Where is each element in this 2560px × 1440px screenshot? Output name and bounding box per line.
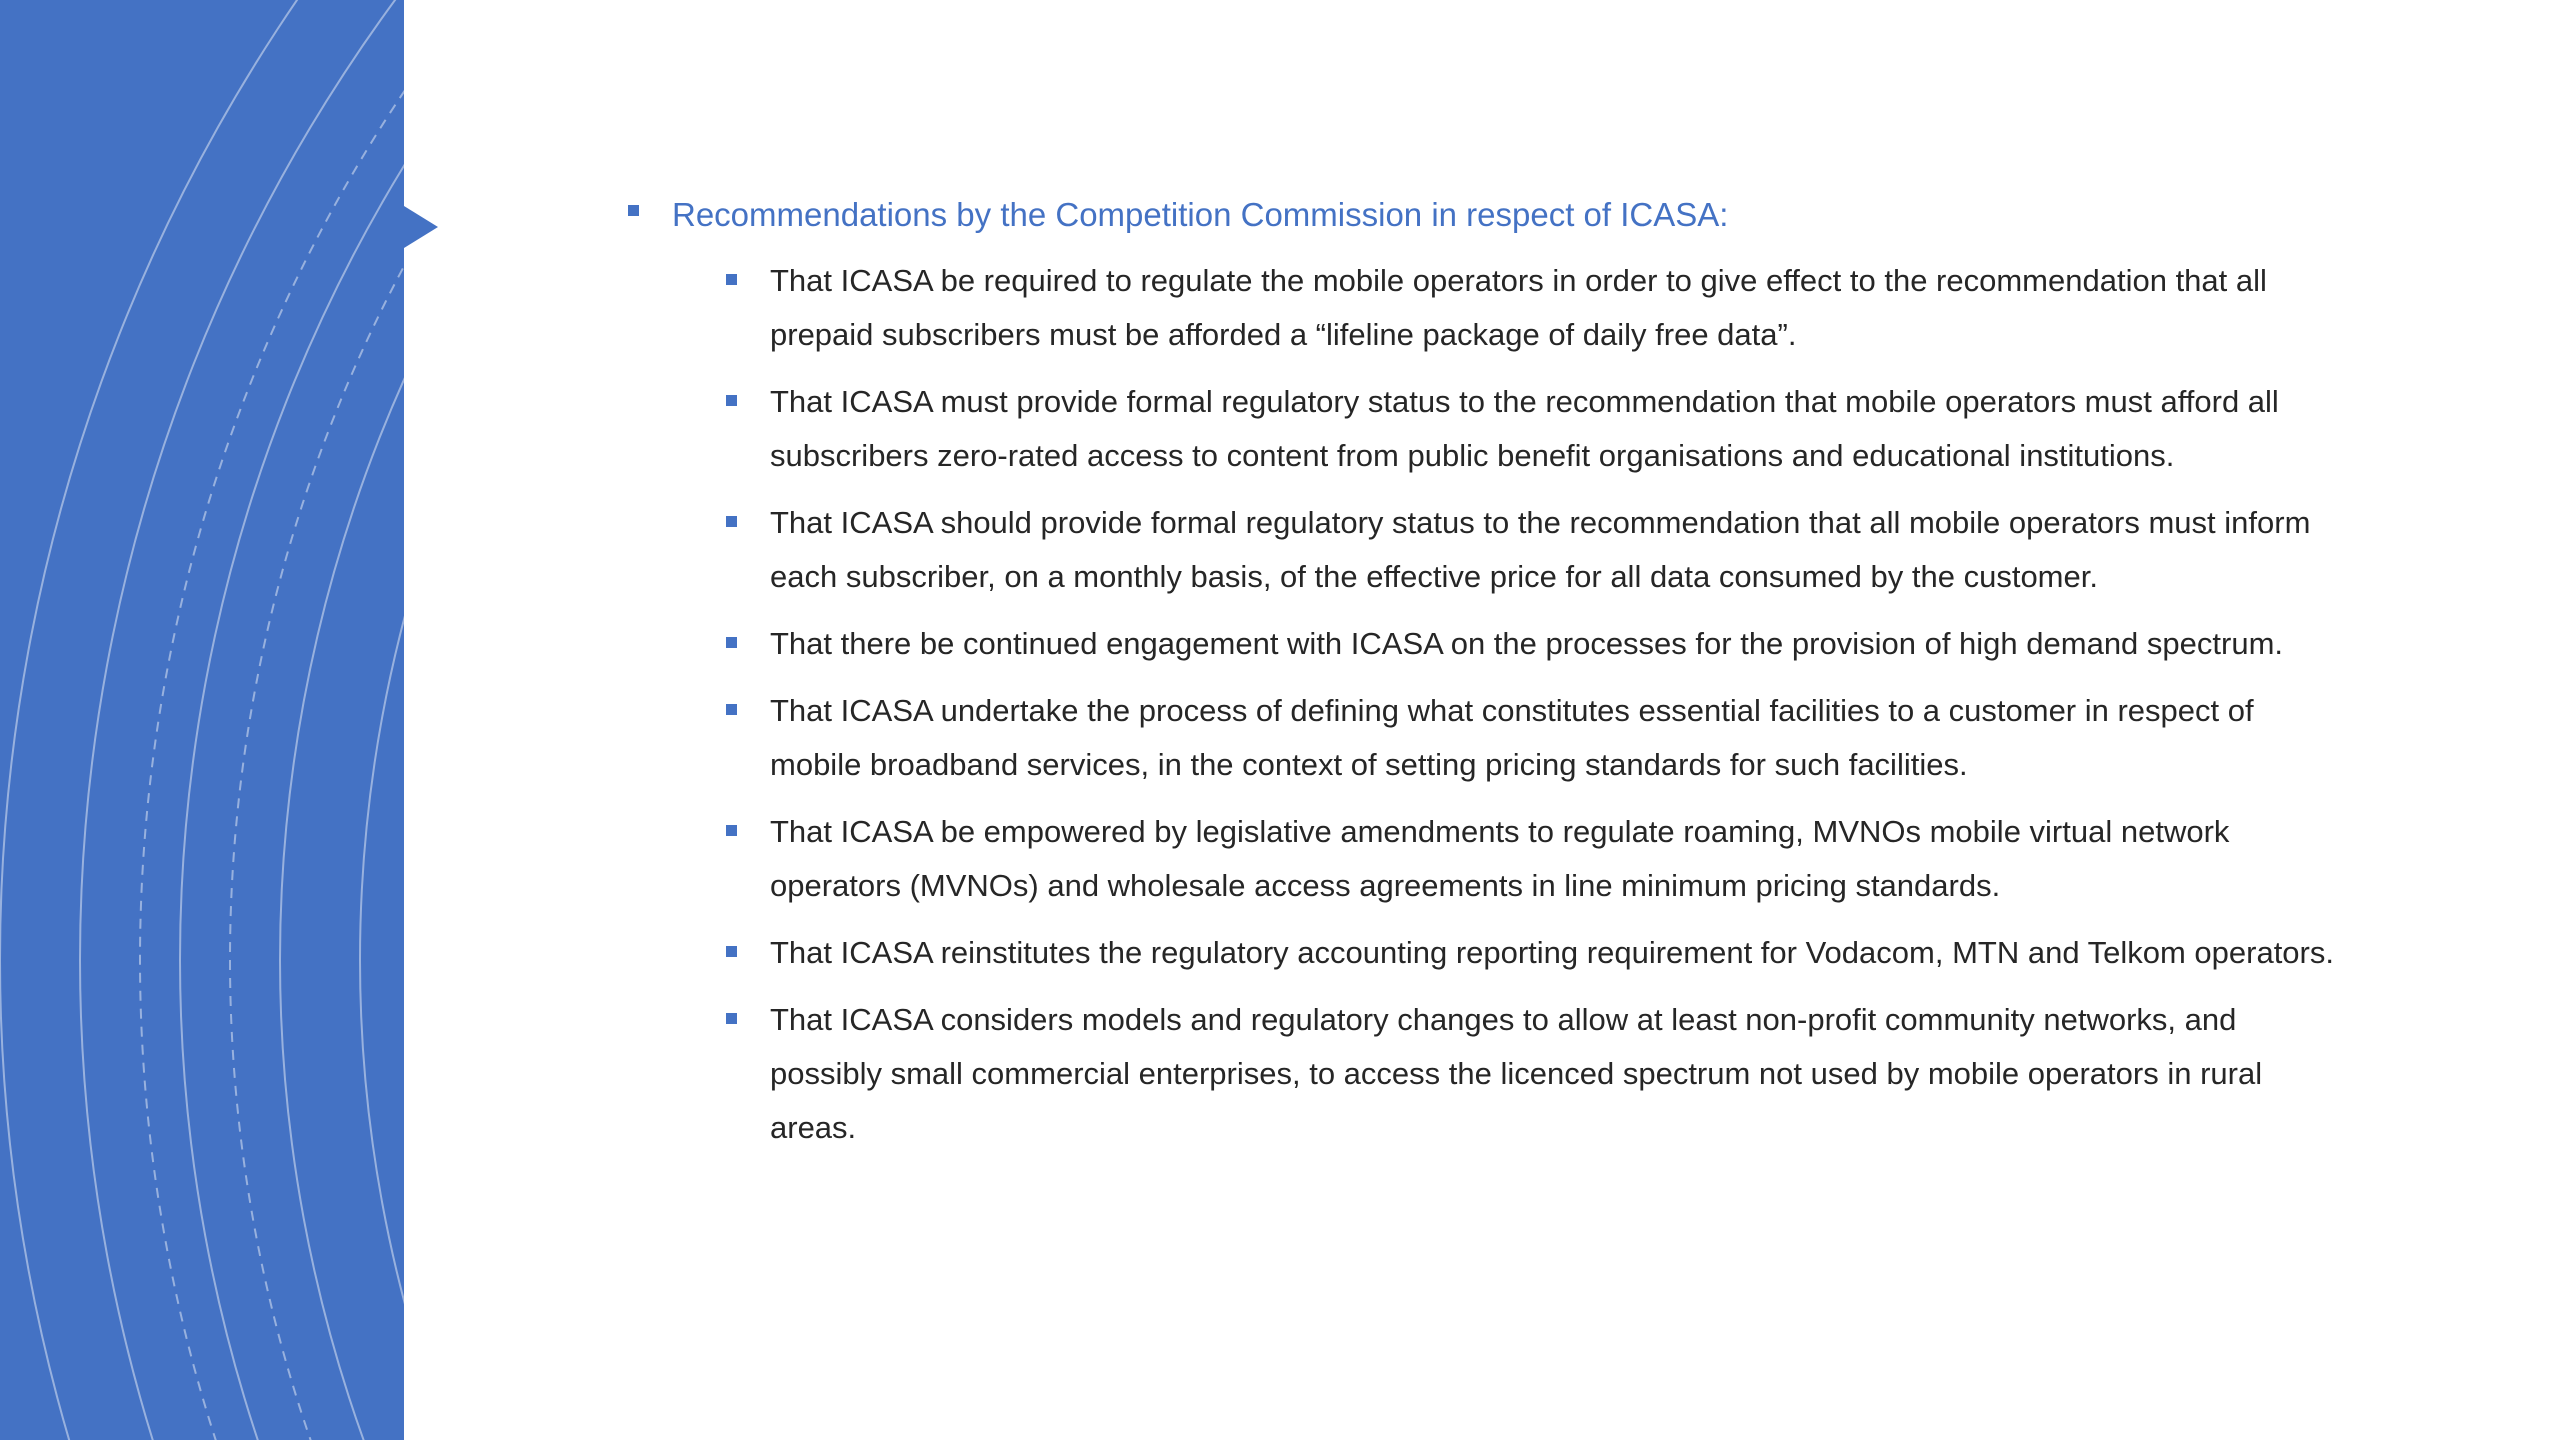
list-item-text: That ICASA must provide formal regulatory status to the recommendation that mobile operators must afford all subscribers zero-rated access to content from public benefit organisations and educational institutions. xyxy=(770,384,2279,473)
list-item xyxy=(628,684,2348,792)
list-item xyxy=(628,993,2348,1155)
list-item-text: That ICASA be required to regulate the mobile operators in order to give effect to the recommendation that all prepaid subscribers must be afforded a “lifeline package of daily free data”. xyxy=(770,263,2267,352)
square-bullet-icon xyxy=(726,395,737,406)
slide-content xyxy=(628,188,2348,1168)
list-item xyxy=(628,496,2348,604)
square-bullet-icon xyxy=(726,1013,737,1024)
slide-heading: Recommendations by the Competition Commission in respect of ICASA: xyxy=(672,196,1729,233)
list-item xyxy=(628,617,2348,671)
square-bullet-icon xyxy=(726,825,737,836)
square-bullet-icon xyxy=(726,637,737,648)
decorative-side-panel xyxy=(0,0,404,1440)
recommendations-list xyxy=(628,254,2348,1155)
list-item-text: That ICASA be empowered by legislative amendments to regulate roaming, MVNOs mobile virtual network operators (MVNOs) and wholesale access agreements in line minimum pricing standards. xyxy=(770,814,2230,903)
decorative-arcs xyxy=(0,0,404,1440)
triangle-pointer-icon xyxy=(404,206,438,248)
list-item xyxy=(628,805,2348,913)
list-item xyxy=(628,926,2348,980)
list-item-text: That ICASA should provide formal regulatory status to the recommendation that all mobile operators must inform each subscriber, on a monthly basis, of the effective price for all data consumed by the customer. xyxy=(770,505,2311,594)
square-bullet-icon xyxy=(628,205,639,216)
list-item-text: That ICASA considers models and regulatory changes to allow at least non-profit community networks, and possibly small commercial enterprises, to access the licenced spectrum not used by mobile operators in rural areas. xyxy=(770,1002,2263,1145)
heading-bullet xyxy=(628,188,2348,242)
list-item-text: That ICASA undertake the process of defining what constitutes essential facilities to a customer in respect of mobile broadband services, in the context of setting pricing standards for such facilities. xyxy=(770,693,2254,782)
list-item xyxy=(628,375,2348,483)
square-bullet-icon xyxy=(726,704,737,715)
list-item xyxy=(628,254,2348,362)
square-bullet-icon xyxy=(726,946,737,957)
square-bullet-icon xyxy=(726,516,737,527)
square-bullet-icon xyxy=(726,274,737,285)
list-item-text: That ICASA reinstitutes the regulatory accounting reporting requirement for Vodacom, MTN and Telkom operators. xyxy=(770,935,2334,970)
list-item-text: That there be continued engagement with ICASA on the processes for the provision of high demand spectrum. xyxy=(770,626,2284,661)
